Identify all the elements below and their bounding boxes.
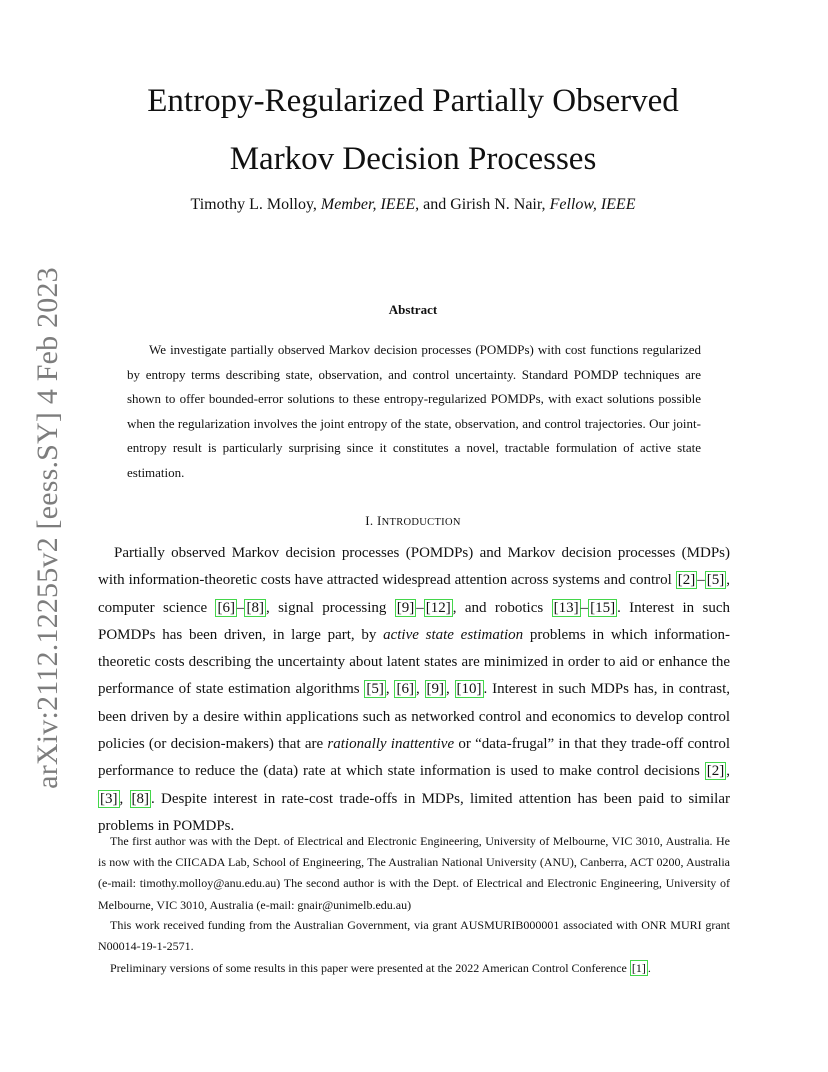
intro-text: – [416,599,424,616]
footnote-text: . [647,961,651,975]
footnote-preliminary [98,958,730,979]
section-title-rest: NTRODUCTION [381,517,461,528]
author-1-role: Member, IEEE [320,196,416,213]
intro-emphasis: rationally inattentive [327,736,455,753]
citation-link[interactable]: [12] [425,599,451,616]
paper-title [98,72,728,188]
section-heading [98,513,728,529]
intro-text: , [446,681,455,698]
title-line-2: Markov Decision Processes [229,141,597,177]
abstract-text: We investigate partially observed Markov decision processes (POMDPs) with cost functions regularized by entropy terms describing state, observation, and control uncertainty. Standard POMDP techniques are shown to offer bounded-error solutions to these entropy-regularized POMDPs, with exact solutions possible when the regularization involves the joint entropy of the state, observation, and control trajectories. Our joint-entropy result is particularly surprising since it constitutes a novel, tractable formulation of active state estimation. [127,342,701,480]
intro-text: , computer science [98,572,730,616]
citation-link[interactable]: [9] [396,599,415,616]
intro-text: . Despite interest in rate-cost trade-offs in MDPs, limited attention has been paid to similar problems in POMDPs. [98,790,730,834]
citation-link[interactable]: [2] [677,572,696,589]
intro-text: – [697,572,705,589]
intro-text: , [726,763,730,780]
citation-link[interactable]: [10] [456,681,482,698]
title-line-1: Entropy-Regularized Partially Observed [147,83,679,119]
citation-link[interactable]: [8] [246,599,264,616]
intro-text: , [385,681,395,698]
intro-text: , signal processing [265,599,395,616]
intro-text: Partially observed Markov decision processes (POMDPs) and Markov decision processes (MDPs) with information-theoretic costs have attracted widespread attention across systems and control [98,545,730,589]
citation-link[interactable]: [8] [131,790,150,807]
citation-link[interactable]: [9] [426,681,444,698]
citation-link[interactable]: [1] [631,961,646,975]
author-2-role: Fellow, IEEE [549,196,636,213]
intro-text: or “data-frugal” in that they trade-off control performance to reduce the (data) rate at which state information is used to make control decisions [98,736,730,780]
intro-text: – [236,599,245,616]
section-title-initial: I [376,513,382,528]
intro-text: – [580,599,589,616]
author-1-name: Timothy L. Molloy, [190,196,321,213]
author-2-name: , and Girish N. Nair, [415,196,550,213]
citation-link[interactable]: [3] [100,790,118,807]
footnote-text: Preliminary versions of some results in this paper were presented at the 2022 American Control Conference [110,961,630,975]
section-number: I. [365,513,377,528]
citation-link[interactable]: [13] [553,599,579,616]
introduction-paragraph [98,540,730,840]
citation-link[interactable]: [6] [217,599,235,616]
arxiv-identifier-stamp: arXiv:2112.12255v2 [eess.SY] 4 Feb 2023 [31,267,64,789]
intro-text: problems in which information-theoretic costs describing the uncertainty about latent states are minimized in order to aid or enhance the performance of state estimation algorithms [98,626,731,698]
citation-link[interactable]: [15] [590,599,616,616]
intro-emphasis: active state estimation [383,626,524,643]
author-line [98,194,728,216]
intro-text: . Interest in such POMDPs has been driven, in large part, by [98,599,731,643]
citation-link[interactable]: [5] [706,572,725,589]
intro-text: , [415,681,425,698]
footnote-affiliations: The first author was with the Dept. of Electrical and Electronic Engineering, University of Melbourne, VIC 3010, Australia. He is now with the CIICADA Lab, School of Engineering, The Australian National University (ANU), Canberra, ACT 0200, Australia (e-mail: timothy.molloy@anu.edu.au) The second author is with the Dept. of Electrical and Electronic Engineering, University of Melbourne, VIC 3010, Australia (e-mail: gnair@unimelb.edu.au) [98,834,730,912]
intro-text: . Interest in such MDPs has, in contrast, been driven by a desire within applications such as networked control and economics to develop control policies (or decision-makers) that are [98,681,731,753]
intro-text: , [119,790,130,807]
citation-link[interactable]: [5] [366,681,384,698]
footnote-funding: This work received funding from the Australian Government, via grant AUSMURIB000001 associated with ONR MURI grant N00014-19-1-2571. [98,918,730,954]
citation-link[interactable]: [2] [706,763,725,780]
intro-text: , and robotics [452,599,552,616]
citation-link[interactable]: [6] [396,681,414,698]
abstract-heading: Abstract [388,302,438,317]
